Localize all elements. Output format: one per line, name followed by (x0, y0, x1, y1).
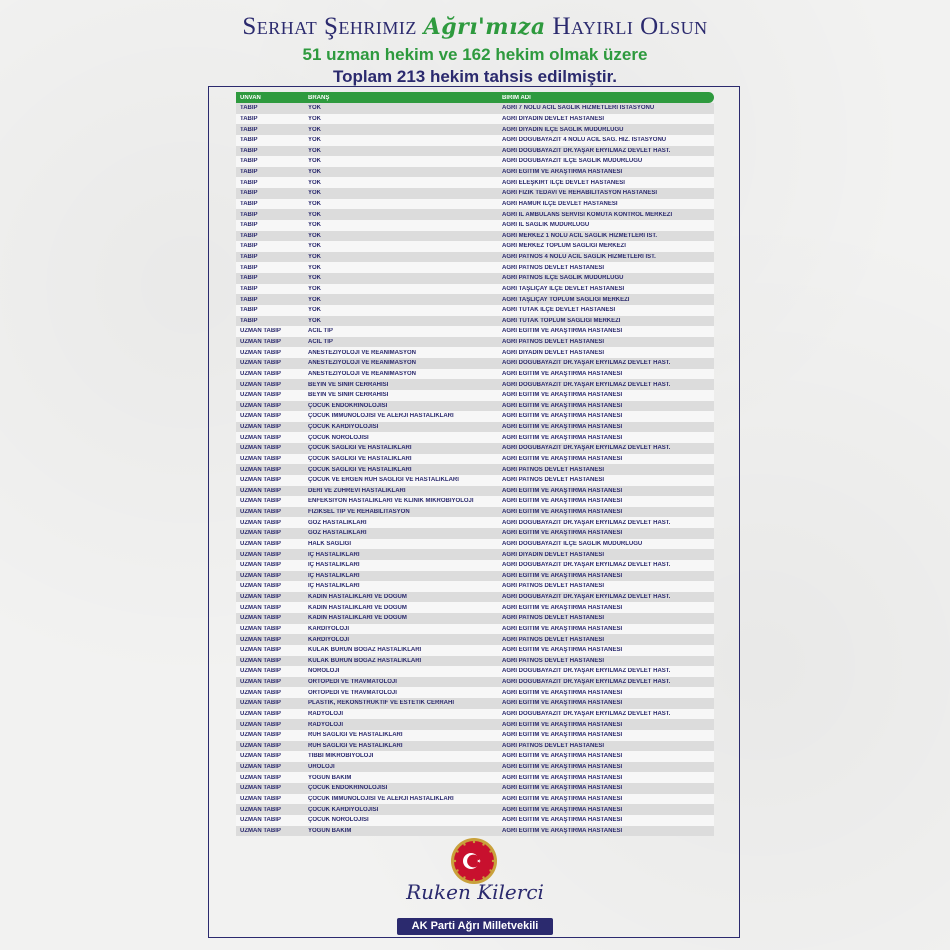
physician-table (236, 92, 714, 836)
cell-unvan: UZMAN TABİP (240, 583, 281, 590)
cell-unvan: TABİP (240, 179, 258, 186)
cell-brans: ORTOPEDİ VE TRAVMATOLOJİ (308, 689, 397, 696)
cell-birim: AĞRI EĞİTİM VE ARAŞTIRMA HASTANESİ (502, 753, 623, 760)
cell-brans: ÜROLOJİ (308, 764, 335, 771)
cell-unvan: UZMAN TABİP (240, 721, 281, 728)
cell-unvan: UZMAN TABİP (240, 615, 281, 622)
table-row (236, 656, 714, 667)
table-row (236, 709, 714, 720)
table-row (236, 496, 714, 507)
title-accent: Ağrı'mıza (423, 14, 546, 40)
table-row (236, 316, 714, 327)
cell-brans: YOK (308, 190, 322, 197)
cell-unvan: UZMAN TABİP (240, 679, 281, 686)
cell-brans: RUH SAĞLIĞI VE HASTALIKLARI (308, 732, 403, 739)
cell-birim: AĞRI İL SAĞLIK MÜDÜRLÜĞÜ (502, 222, 590, 229)
cell-brans: YOK (308, 115, 322, 122)
table-row (236, 581, 714, 592)
cell-unvan: UZMAN TABİP (240, 625, 281, 632)
cell-birim: AĞRI MERKEZ TOPLUM SAĞLIĞI MERKEZİ (502, 243, 626, 250)
table-row (236, 539, 714, 550)
cell-unvan: UZMAN TABİP (240, 328, 281, 335)
cell-birim: AĞRI DOĞUBAYAZIT İLÇE SAĞLIK MÜDÜRLÜĞÜ (502, 540, 643, 547)
cell-birim: AĞRI EĞİTİM VE ARAŞTIRMA HASTANESİ (502, 604, 623, 611)
cell-brans: ÇOCUK SAĞLIĞI VE HASTALIKLARI (308, 466, 412, 473)
cell-birim: AĞRI EĞİTİM VE ARAŞTIRMA HASTANESİ (502, 774, 623, 781)
cell-unvan: TABİP (240, 296, 258, 303)
cell-brans: ANESTEZİYOLOJİ VE REANİMASYON (308, 360, 417, 367)
cell-unvan: TABİP (240, 158, 258, 165)
cell-birim: AĞRI TUTAK TOPLUM SAĞLIĞI MERKEZİ (502, 317, 621, 324)
cell-birim: AĞRI DOĞUBAYAZIT DR.YAŞAR ERYILMAZ DEVLET HAST. (502, 381, 671, 388)
cell-unvan: UZMAN TABİP (240, 413, 281, 420)
cell-birim: AĞRI DOĞUBAYAZIT DR.YAŞAR ERYILMAZ DEVLET HAST. (502, 562, 671, 569)
header (0, 10, 950, 88)
cell-brans: KULAK BURUN BOĞAZ HASTALIKLARI (308, 647, 422, 654)
cell-unvan: TABİP (240, 211, 258, 218)
cell-birim: AĞRI DOĞUBAYAZIT DR.YAŞAR ERYILMAZ DEVLET HAST. (502, 668, 671, 675)
cell-unvan: UZMAN TABİP (240, 710, 281, 717)
table-row (236, 741, 714, 752)
cell-unvan: UZMAN TABİP (240, 604, 281, 611)
table-row (236, 634, 714, 645)
cell-brans: YOK (308, 147, 322, 154)
table-header (236, 92, 714, 103)
cell-birim: AĞRI PATNOS İLÇE SAĞLIK MÜDÜRLÜĞÜ (502, 275, 624, 282)
cell-brans: ANESTEZİYOLOJİ VE REANİMASYON (308, 349, 417, 356)
table-row (236, 687, 714, 698)
cell-brans: KADIN HASTALIKLARI VE DOĞUM (308, 615, 407, 622)
cell-brans: YOK (308, 200, 322, 207)
cell-birim: AĞRI HAMUR İLÇE DEVLET HASTANESİ (502, 200, 618, 207)
cell-brans: ACİL TIP (308, 339, 333, 346)
cell-birim: AĞRI PATNOS 4 NOLU ACİL SAĞLIK HİZMETLERİ İST. (502, 254, 656, 261)
cell-brans: YOK (308, 158, 322, 165)
cell-brans: İÇ HASTALIKLARI (308, 562, 360, 569)
table-row (236, 337, 714, 348)
cell-unvan: UZMAN TABİP (240, 753, 281, 760)
table-row (236, 390, 714, 401)
cell-birim: AĞRI 7 NOLU ACİL SAĞLIK HİZMETLERİ İSTASYONU (502, 105, 655, 112)
cell-unvan: TABİP (240, 222, 258, 229)
cell-birim: AĞRI TAŞLIÇAY İLÇE DEVLET HASTANESİ (502, 285, 625, 292)
cell-birim: AĞRI EĞİTİM VE ARAŞTIRMA HASTANESİ (502, 572, 623, 579)
cell-unvan: TABİP (240, 115, 258, 122)
cell-unvan: UZMAN TABİP (240, 381, 281, 388)
table-row (236, 379, 714, 390)
cell-unvan: TABİP (240, 264, 258, 271)
cell-birim: AĞRI PATNOS DEVLET HASTANESİ (502, 264, 605, 271)
cell-brans: YOK (308, 317, 322, 324)
table-row (236, 443, 714, 454)
cell-brans: YOĞUN BAKIM (308, 774, 352, 781)
table-row (236, 730, 714, 741)
table-row (236, 486, 714, 497)
cell-brans: YOK (308, 222, 322, 229)
table-row (236, 507, 714, 518)
cell-unvan: UZMAN TABİP (240, 806, 281, 813)
table-row (236, 613, 714, 624)
table-row (236, 241, 714, 252)
cell-unvan: UZMAN TABİP (240, 572, 281, 579)
cell-unvan: UZMAN TABİP (240, 360, 281, 367)
cell-brans: ORTOPEDİ VE TRAVMATOLOJİ (308, 679, 397, 686)
table-row (236, 804, 714, 815)
cell-birim: AĞRI EĞİTİM VE ARAŞTIRMA HASTANESİ (502, 625, 623, 632)
cell-unvan: TABİP (240, 137, 258, 144)
cell-brans: ÇOCUK ENDOKRİNOLOJİSİ (308, 402, 388, 409)
cell-brans: TIBBİ MİKROBİYOLOJİ (308, 753, 374, 760)
table-row (236, 454, 714, 465)
cell-birim: AĞRI EĞİTİM VE ARAŞTIRMA HASTANESİ (502, 721, 623, 728)
cell-brans: BEYİN VE SİNİR CERRAHİSİ (308, 392, 389, 399)
table-row (236, 624, 714, 635)
cell-brans: YOK (308, 254, 322, 261)
table-row (236, 602, 714, 613)
cell-birim: AĞRI EĞİTİM VE ARAŞTIRMA HASTANESİ (502, 402, 623, 409)
cell-brans: ÇOCUK NÖROLOJİSİ (308, 434, 369, 441)
cell-unvan: UZMAN TABİP (240, 689, 281, 696)
table-row (236, 135, 714, 146)
cell-brans: GÖZ HASTALIKLARI (308, 519, 367, 526)
cell-birim: AĞRI EĞİTİM VE ARAŞTIRMA HASTANESİ (502, 827, 623, 834)
cell-unvan: UZMAN TABİP (240, 647, 281, 654)
column-header-brans: BRANŞ (308, 94, 330, 101)
cell-brans: YOK (308, 169, 322, 176)
table-row (236, 666, 714, 677)
cell-birim: AĞRI DOĞUBAYAZIT DR.YAŞAR ERYILMAZ DEVLET HAST. (502, 594, 671, 601)
table-row (236, 571, 714, 582)
table-row (236, 114, 714, 125)
cell-unvan: TABİP (240, 105, 258, 112)
cell-birim: AĞRI DOĞUBAYAZIT DR.YAŞAR ERYILMAZ DEVLET HAST. (502, 519, 671, 526)
cell-birim: AĞRI DOĞUBAYAZIT 4 NOLU ACİL SAĞ. HİZ. İSTASYONU (502, 137, 667, 144)
cell-brans: ÇOCUK İMMÜNOLOJİSİ VE ALERJİ HASTALIKLARI (308, 413, 454, 420)
cell-birim: AĞRI DOĞUBAYAZIT DR.YAŞAR ERYILMAZ DEVLET HAST. (502, 710, 671, 717)
tbmm-emblem-icon (449, 836, 499, 886)
cell-birim: AĞRI EĞİTİM VE ARAŞTIRMA HASTANESİ (502, 700, 623, 707)
cell-brans: YOK (308, 275, 322, 282)
cell-unvan: UZMAN TABİP (240, 509, 281, 516)
column-header-birim: BİRİM ADI (502, 94, 531, 101)
cell-birim: AĞRI FİZİK TEDAVİ VE REHABİLİTASYON HASTANESİ (502, 190, 658, 197)
cell-birim: AĞRI EĞİTİM VE ARAŞTIRMA HASTANESİ (502, 328, 623, 335)
cell-brans: GÖZ HASTALIKLARI (308, 530, 367, 537)
table-row (236, 815, 714, 826)
subtitle-2: Toplam 213 hekim tahsis edilmiştir. (332, 67, 618, 86)
cell-birim: AĞRI EĞİTİM VE ARAŞTIRMA HASTANESİ (502, 509, 623, 516)
cell-birim: AĞRI EĞİTİM VE ARAŞTIRMA HASTANESİ (502, 169, 623, 176)
cell-brans: İÇ HASTALIKLARI (308, 572, 360, 579)
cell-unvan: TABİP (240, 200, 258, 207)
cell-brans: KULAK BURUN BOĞAZ HASTALIKLARI (308, 657, 422, 664)
table-row (236, 645, 714, 656)
cell-unvan: UZMAN TABİP (240, 370, 281, 377)
cell-unvan: UZMAN TABİP (240, 445, 281, 452)
title-part2: Hayırlı Olsun (552, 13, 708, 40)
cell-birim: AĞRI PATNOS DEVLET HASTANESİ (502, 466, 605, 473)
table-row (236, 294, 714, 305)
cell-unvan: UZMAN TABİP (240, 498, 281, 505)
cell-birim: AĞRI EĞİTİM VE ARAŞTIRMA HASTANESİ (502, 817, 623, 824)
cell-brans: FİZİKSEL TIP VE REHABİLİTASYON (308, 509, 410, 516)
cell-brans: YOK (308, 264, 322, 271)
cell-unvan: TABİP (240, 254, 258, 261)
subtitle-1: 51 uzman hekim ve 162 hekim olmak üzere (302, 45, 648, 64)
table-row (236, 719, 714, 730)
column-header-unvan: ÜNVAN (240, 94, 261, 101)
table-row (236, 273, 714, 284)
cell-unvan: UZMAN TABİP (240, 519, 281, 526)
table-row (236, 698, 714, 709)
table-row (236, 220, 714, 231)
table-row (236, 592, 714, 603)
table-row (236, 358, 714, 369)
cell-brans: YOK (308, 307, 322, 314)
cell-brans: ENFEKSİYON HASTALIKLARI VE KLİNİK MİKROBİYOLOJİ (308, 498, 474, 505)
cell-unvan: UZMAN TABİP (240, 657, 281, 664)
cell-unvan: UZMAN TABİP (240, 562, 281, 569)
cell-birim: AĞRI EĞİTİM VE ARAŞTIRMA HASTANESİ (502, 795, 623, 802)
table-row (236, 103, 714, 114)
cell-brans: ANESTEZİYOLOJİ VE REANİMASYON (308, 370, 417, 377)
table-row (236, 411, 714, 422)
cell-unvan: UZMAN TABİP (240, 349, 281, 356)
cell-brans: KADIN HASTALIKLARI VE DOĞUM (308, 594, 407, 601)
cell-unvan: TABİP (240, 285, 258, 292)
cell-unvan: UZMAN TABİP (240, 742, 281, 749)
table-row (236, 677, 714, 688)
cell-birim: AĞRI PATNOS DEVLET HASTANESİ (502, 477, 605, 484)
table-row (236, 284, 714, 295)
table-row (236, 464, 714, 475)
table-row (236, 124, 714, 135)
cell-birim: AĞRI PATNOS DEVLET HASTANESİ (502, 657, 605, 664)
cell-brans: YOK (308, 137, 322, 144)
cell-birim: AĞRI DOĞUBAYAZIT DR.YAŞAR ERYILMAZ DEVLET HAST. (502, 445, 671, 452)
signature: Ruken Kilerci (406, 880, 544, 904)
cell-brans: YOK (308, 211, 322, 218)
cell-birim: AĞRI EĞİTİM VE ARAŞTIRMA HASTANESİ (502, 434, 623, 441)
cell-birim: AĞRI EĞİTİM VE ARAŞTIRMA HASTANESİ (502, 455, 623, 462)
cell-birim: AĞRI MERKEZ 1 NOLU ACİL SAĞLIK HİZMETLERİ İST. (502, 232, 658, 239)
cell-brans: BEYİN VE SİNİR CERRAHİSİ (308, 381, 389, 388)
cell-brans: HALK SAĞLIĞI (308, 540, 351, 547)
cell-unvan: UZMAN TABİP (240, 466, 281, 473)
table-row (236, 560, 714, 571)
cell-unvan: TABİP (240, 147, 258, 154)
cell-brans: NÖROLOJİ (308, 668, 340, 675)
page-title (0, 10, 950, 44)
cell-birim: AĞRI DOĞUBAYAZIT DR.YAŞAR ERYILMAZ DEVLET HAST. (502, 679, 671, 686)
cell-birim: AĞRI DOĞUBAYAZIT DR.YAŞAR ERYILMAZ DEVLET HAST. (502, 360, 671, 367)
cell-unvan: UZMAN TABİP (240, 636, 281, 643)
cell-unvan: UZMAN TABİP (240, 402, 281, 409)
cell-unvan: TABİP (240, 190, 258, 197)
table-row (236, 762, 714, 773)
cell-unvan: TABİP (240, 232, 258, 239)
table-row (236, 347, 714, 358)
cell-unvan: TABİP (240, 169, 258, 176)
cell-brans: ÇOCUK KARDİYOLOJİSİ (308, 806, 379, 813)
title-part1: Serhat Şehrimiz (242, 13, 417, 40)
table-row (236, 794, 714, 805)
cell-unvan: UZMAN TABİP (240, 339, 281, 346)
table-row (236, 369, 714, 380)
cell-brans: ÇOCUK SAĞLIĞI VE HASTALIKLARI (308, 445, 412, 452)
table-row (236, 188, 714, 199)
cell-birim: AĞRI EĞİTİM VE ARAŞTIRMA HASTANESİ (502, 764, 623, 771)
cell-unvan: UZMAN TABİP (240, 455, 281, 462)
cell-brans: YOĞUN BAKIM (308, 827, 352, 834)
cell-brans: RADYOLOJİ (308, 710, 344, 717)
cell-unvan: UZMAN TABİP (240, 477, 281, 484)
table-row (236, 326, 714, 337)
table-row (236, 401, 714, 412)
cell-brans: RUH SAĞLIĞI VE HASTALIKLARI (308, 742, 403, 749)
cell-birim: AĞRI DİYADİN DEVLET HASTANESİ (502, 349, 605, 356)
cell-unvan: TABİP (240, 317, 258, 324)
cell-birim: AĞRI PATNOS DEVLET HASTANESİ (502, 742, 605, 749)
cell-unvan: TABİP (240, 243, 258, 250)
cell-birim: AĞRI DİYADİN DEVLET HASTANESİ (502, 551, 605, 558)
cell-brans: YOK (308, 126, 322, 133)
table-row (236, 262, 714, 273)
cell-birim: AĞRI EĞİTİM VE ARAŞTIRMA HASTANESİ (502, 498, 623, 505)
cell-birim: AĞRI PATNOS DEVLET HASTANESİ (502, 615, 605, 622)
cell-unvan: UZMAN TABİP (240, 827, 281, 834)
cell-brans: DERİ VE ZÜHREVİ HASTALIKLARI (308, 487, 406, 494)
cell-birim: AĞRI ELEŞKİRT İLÇE DEVLET HASTANESİ (502, 179, 625, 186)
cell-brans: YOK (308, 296, 322, 303)
cell-brans: KARDİYOLOJİ (308, 625, 350, 632)
cell-birim: AĞRI EĞİTİM VE ARAŞTIRMA HASTANESİ (502, 647, 623, 654)
table-row (236, 177, 714, 188)
cell-birim: AĞRI DOĞUBAYAZIT İLÇE SAĞLIK MÜDÜRLÜĞÜ (502, 158, 643, 165)
cell-brans: KADIN HASTALIKLARI VE DOĞUM (308, 604, 407, 611)
table-row (236, 305, 714, 316)
table-row (236, 167, 714, 178)
cell-birim: AĞRI EĞİTİM VE ARAŞTIRMA HASTANESİ (502, 732, 623, 739)
table-row (236, 199, 714, 210)
cell-birim: AĞRI DİYADİN İLÇE SAĞLIK MÜDÜRLÜĞÜ (502, 126, 624, 133)
cell-brans: ÇOCUK KARDİYOLOJİSİ (308, 424, 379, 431)
cell-birim: AĞRI EĞİTİM VE ARAŞTIRMA HASTANESİ (502, 530, 623, 537)
cell-unvan: TABİP (240, 126, 258, 133)
table-row (236, 209, 714, 220)
table-row (236, 783, 714, 794)
cell-unvan: UZMAN TABİP (240, 551, 281, 558)
cell-brans: YOK (308, 243, 322, 250)
table-row (236, 549, 714, 560)
cell-unvan: UZMAN TABİP (240, 795, 281, 802)
cell-birim: AĞRI PATNOS DEVLET HASTANESİ (502, 339, 605, 346)
cell-brans: YOK (308, 232, 322, 239)
table-row (236, 156, 714, 167)
cell-birim: AĞRI TUTAK İLÇE DEVLET HASTANESİ (502, 307, 616, 314)
table-row (236, 826, 714, 837)
cell-unvan: UZMAN TABİP (240, 764, 281, 771)
cell-birim: AĞRI EĞİTİM VE ARAŞTIRMA HASTANESİ (502, 487, 623, 494)
cell-unvan: UZMAN TABİP (240, 817, 281, 824)
cell-birim: AĞRI EĞİTİM VE ARAŞTIRMA HASTANESİ (502, 424, 623, 431)
cell-unvan: UZMAN TABİP (240, 732, 281, 739)
table-row (236, 751, 714, 762)
cell-birim: AĞRI EĞİTİM VE ARAŞTIRMA HASTANESİ (502, 785, 623, 792)
cell-unvan: UZMAN TABİP (240, 540, 281, 547)
table-row (236, 528, 714, 539)
cell-birim: AĞRI EĞİTİM VE ARAŞTIRMA HASTANESİ (502, 689, 623, 696)
cell-unvan: TABİP (240, 307, 258, 314)
cell-birim: AĞRI EĞİTİM VE ARAŞTIRMA HASTANESİ (502, 392, 623, 399)
table-row (236, 146, 714, 157)
table-row (236, 475, 714, 486)
cell-brans: İÇ HASTALIKLARI (308, 551, 360, 558)
cell-birim: AĞRI EĞİTİM VE ARAŞTIRMA HASTANESİ (502, 806, 623, 813)
cell-birim: AĞRI EĞİTİM VE ARAŞTIRMA HASTANESİ (502, 370, 623, 377)
cell-birim: AĞRI PATNOS DEVLET HASTANESİ (502, 583, 605, 590)
cell-brans: ACİL TIP (308, 328, 333, 335)
cell-birim: AĞRI EĞİTİM VE ARAŞTIRMA HASTANESİ (502, 413, 623, 420)
table-row (236, 432, 714, 443)
cell-brans: KARDİYOLOJİ (308, 636, 350, 643)
cell-birim: AĞRI DİYADİN DEVLET HASTANESİ (502, 115, 605, 122)
table-row (236, 252, 714, 263)
cell-unvan: UZMAN TABİP (240, 530, 281, 537)
cell-unvan: UZMAN TABİP (240, 594, 281, 601)
cell-brans: PLASTİK, REKONSTRÜKTİF VE ESTETİK CERRAHİ (308, 700, 455, 707)
cell-brans: RADYOLOJİ (308, 721, 344, 728)
table-row (236, 231, 714, 242)
cell-brans: ÇOCUK VE ERGEN RUH SAĞLIĞI VE HASTALIKLARI (308, 477, 459, 484)
table-body (236, 103, 714, 836)
cell-unvan: UZMAN TABİP (240, 487, 281, 494)
cell-birim: AĞRI TAŞLIÇAY TOPLUM SAĞLIĞI MERKEZİ (502, 296, 630, 303)
footer-title: AK Parti Ağrı Milletvekili (397, 918, 553, 935)
cell-unvan: UZMAN TABİP (240, 668, 281, 675)
cell-brans: YOK (308, 105, 322, 112)
cell-unvan: UZMAN TABİP (240, 700, 281, 707)
cell-unvan: UZMAN TABİP (240, 434, 281, 441)
cell-brans: ÇOCUK NÖROLOJİSİ (308, 817, 369, 824)
cell-birim: AĞRI PATNOS DEVLET HASTANESİ (502, 636, 605, 643)
cell-unvan: UZMAN TABİP (240, 785, 281, 792)
cell-brans: YOK (308, 285, 322, 292)
cell-unvan: UZMAN TABİP (240, 774, 281, 781)
cell-brans: ÇOCUK SAĞLIĞI VE HASTALIKLARI (308, 455, 412, 462)
cell-birim: AĞRI DOĞUBAYAZIT DR.YAŞAR ERYILMAZ DEVLET HAST. (502, 147, 671, 154)
table-row (236, 772, 714, 783)
cell-brans: ÇOCUK İMMÜNOLOJİSİ VE ALERJİ HASTALIKLARI (308, 795, 454, 802)
cell-unvan: TABİP (240, 275, 258, 282)
cell-unvan: UZMAN TABİP (240, 424, 281, 431)
cell-brans: İÇ HASTALIKLARI (308, 583, 360, 590)
cell-brans: ÇOCUK ENDOKRİNOLOJİSİ (308, 785, 388, 792)
cell-birim: AĞRI İL AMBULANS SERVİSİ KOMUTA KONTROL MERKEZİ (502, 211, 673, 218)
cell-unvan: UZMAN TABİP (240, 392, 281, 399)
table-row (236, 422, 714, 433)
cell-brans: YOK (308, 179, 322, 186)
table-row (236, 517, 714, 528)
